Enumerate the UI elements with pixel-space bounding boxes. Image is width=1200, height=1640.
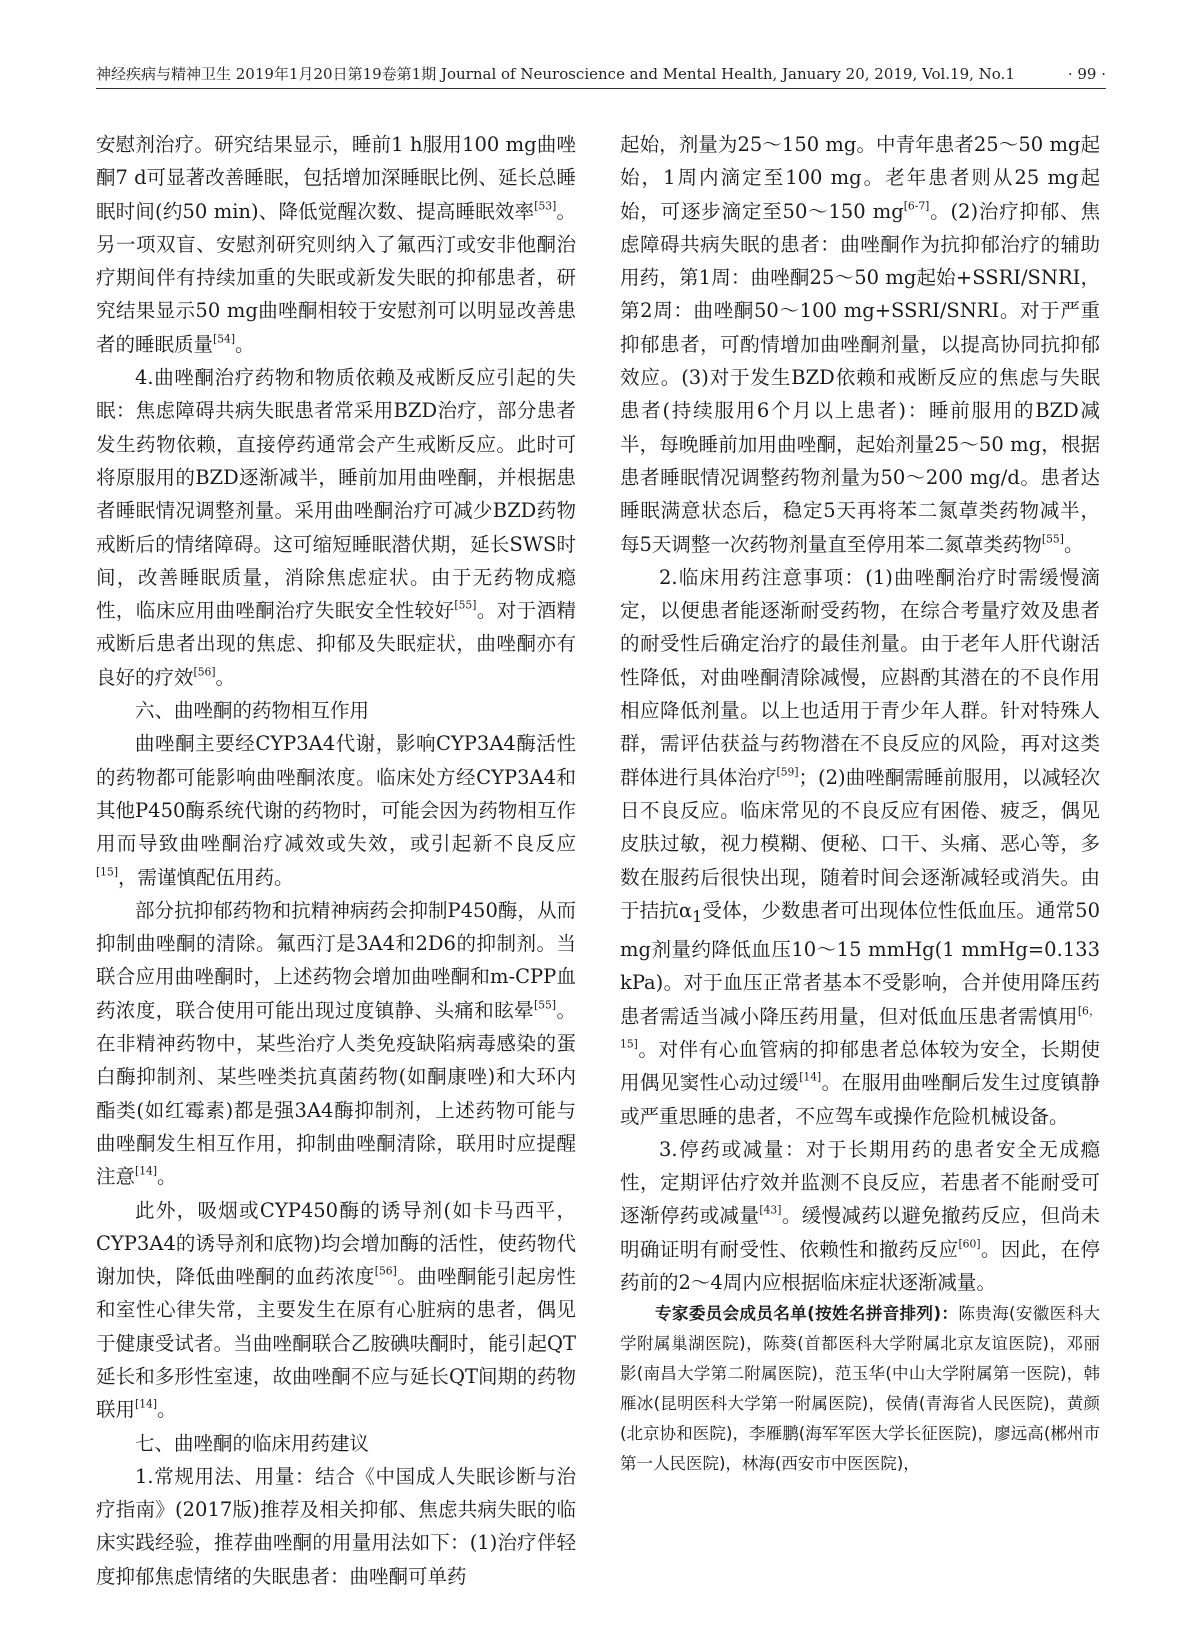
citation[interactable]: [15] [96, 864, 119, 878]
citation[interactable]: [14] [135, 1164, 158, 1178]
page-number: · 99 · [1067, 65, 1106, 83]
paragraph: 起始，剂量为25～150 mg。中青年患者25～50 mg起始，1周内滴定至100 mg。老年患者则从25 mg起始，可逐步滴定至50～150 mg[6-7]。(2)治疗抑郁、焦虑障碍共病失眠的患者：曲唑酮作为抗抑郁治疗的辅助用药，第1周：曲唑酮25～50 mg起始+SSRI/SNRI，第2周：曲唑酮50～100 mg+SSRI/SNRI。对于严重抑郁患者，可酌情增加曲唑酮剂量，以提高协同抗抑郁效应。(3)对于发生BZD依赖和戒断反应的焦虑与失眠患者(持续服用6个月以上患者)：睡前服用的BZD减半，每晚睡前加用曲唑酮，起始剂量25～50 mg，根据患者睡眠情况调整药物剂量为50～200 mg/d。患者达睡眠满意状态后，稳定5天再将苯二氮䓬类药物减半，每5天调整一次药物剂量直至停用苯二氮䓬类药物[55]。 [620, 133, 1100, 556]
citation[interactable]: [59] [776, 765, 799, 779]
expert-list-body: 陈贵海(安徽医科大学附属巢湖医院)，陈葵(首都医科大学附属北京友谊医院)，邓丽影(南昌大学第二附属医院)，范玉华(中山大学附属第一医院)，韩雁冰(昆明医科大学第一附属医院)，侯倩(青海省人民医院)，黄颜(北京协和医院)，李雁鹏(海军军医大学长征医院)，廖远高(郴州市第一人民医院)，林海(西安市中医医院)， [620, 1304, 1100, 1474]
citation[interactable]: [14] [135, 1397, 158, 1411]
section-heading: 七、曲唑酮的临床用药建议 [135, 1431, 370, 1455]
running-header [96, 62, 1106, 86]
subscript: 1 [692, 906, 703, 926]
header-rule [96, 88, 1106, 89]
citation[interactable]: [54] [213, 332, 236, 346]
citation[interactable]: [14] [799, 1070, 822, 1084]
expert-committee-list [620, 1299, 1100, 1479]
right-column [620, 128, 1100, 1479]
citation[interactable]: [53] [534, 199, 557, 213]
paragraph: 2.临床用药注意事项：(1)曲唑酮治疗时需缓慢滴定，以便患者能逐渐耐受药物，在综合考量疗效及患者的耐受性后确定治疗的最佳剂量。由于老年人肝代谢活性降低，对曲唑酮清除减慢，应斟酌其潜在的不良作用相应降低剂量。以上也适用于青少年人群。针对特殊人群，需评估获益与药物潜在不良反应的风险，再对这类群体进行具体治疗[59]；(2)曲唑酮需睡前服用，以减轻次日不良反应。临床常见的不良反应有困倦、疲乏，偶见皮肤过敏，视力模糊、便秘、口干、头痛、恶心等，多数在服药后很快出现，随着时间会逐渐减轻或消失。由于拮抗$\alpha_1$受体，少数患者可出现体位性低血压。通常50 mg剂量约降低血压10～15 mmHg(1 mmHg=0.133 kPa)。对于血压正常者基本不受影响，合并使用降压药患者需适当减小降压药用量，但对低血压患者需慎用[6，15]。对伴有心血管病的抑郁患者总体较为安全，长期使用偶见窦性心动过缓[14]。在服用曲唑酮后发生过度镇静或严重思睡的患者，不应驾车或操作危险机械设备。 [620, 565, 1100, 1128]
expert-list-label: 专家委员会成员名单(按姓名拼音排列)： [655, 1304, 959, 1324]
paragraph: 曲唑酮主要经CYP3A4代谢，影响CYP3A4酶活性的药物都可能影响曲唑酮浓度。临床处方经CYP3A4和其他P450酶系统代谢的药物时，可能会因为药物相互作用而导致曲唑酮治疗减效或失效，或引起新不良反应[15]，需谨慎配伍用药。 [96, 732, 576, 889]
section-heading: 六、曲唑酮的药物相互作用 [135, 699, 370, 723]
citation[interactable]: [55] [1041, 531, 1064, 545]
citation[interactable]: [6-7] [903, 199, 930, 213]
citation[interactable]: [56] [193, 665, 216, 679]
citation[interactable]: [56] [374, 1264, 397, 1278]
citation[interactable]: [60] [958, 1237, 981, 1251]
journal-citation: 神经疾病与精神卫生 2019年1月20日第19卷第1期 Journal of Neuroscience and Mental Health, January 20, 2019, Vol.19, No.1 [96, 65, 1015, 83]
paragraph: 部分抗抑郁药物和抗精神病药会抑制P450酶，从而抑制曲唑酮的清除。氟西汀是3A4和2D6的抑制剂。当联合应用曲唑酮时，上述药物会增加曲唑酮和m-CPP血药浓度，联合使用可能出现过度镇静、头痛和眩晕[55]。在非精神药物中，某些治疗人类免疫缺陷病毒感染的蛋白酶抑制剂、某些唑类抗真菌药物(如酮康唑)和大环内酯类(如红霉素)都是强3A4酶抑制剂，上述药物可能与曲唑酮发生相互作用，抑制曲唑酮清除，联用时应提醒注意[14]。 [96, 898, 576, 1189]
citation[interactable]: [43] [759, 1203, 782, 1217]
left-column [96, 128, 576, 1593]
paragraph: 此外，吸烟或CYP450酶的诱导剂(如卡马西平，CYP3A4的诱导剂和底物)均会增加酶的活性，使药物代谢加快，降低曲唑酮的血药浓度[56]。曲唑酮能引起房性和室性心律失常，主要发生在原有心脏病的患者，偶见于健康受试者。当曲唑酮联合乙胺碘呋酮时，能引起QT延长和多形性室速，故曲唑酮不应与延长QT间期的药物联用[14]。 [96, 1198, 576, 1422]
citation[interactable]: [6，15] [620, 1004, 1100, 1051]
paragraph: 1.常规用法、用量：结合《中国成人失眠诊断与治疗指南》(2017版)推荐及相关抑郁、焦虑共病失眠的临床实践经验，推荐曲唑酮的用量用法如下：(1)治疗伴轻度抑郁焦虑情绪的失眠患者：曲唑酮可单药 [96, 1464, 576, 1588]
paragraph: 4.曲唑酮治疗药物和物质依赖及戒断反应引起的失眠：焦虑障碍共病失眠患者常采用BZD治疗，部分患者发生药物依赖，直接停药通常会产生戒断反应。此时可将原服用的BZD逐渐减半，睡前加用曲唑酮，并根据患者睡眠情况调整剂量。采用曲唑酮治疗可减少BZD药物戒断后的情绪障碍。这可缩短睡眠潜伏期，延长SWS时间，改善睡眠质量，消除焦虑症状。由于无药物成瘾性，临床应用曲唑酮治疗失眠安全性较好[55]。对于酒精戒断后患者出现的焦虑、抑郁及失眠症状，曲唑酮亦有良好的疗效[56]。 [96, 366, 576, 689]
citation[interactable]: [55] [454, 598, 477, 612]
paragraph: 安慰剂治疗。研究结果显示，睡前1 h服用100 mg曲唑酮7 d可显著改善睡眠，包括增加深睡眠比例、延长总睡眠时间(约50 min)、降低觉醒次数、提高睡眠效率[53]。另一项双盲、安慰剂研究则纳入了氟西汀或安非他酮治疗期间伴有持续加重的失眠或新发失眠的抑郁患者，研究结果显示50 mg曲唑酮相较于安慰剂可以明显改善患者的睡眠质量[54]。 [96, 133, 576, 356]
citation[interactable]: [55] [534, 998, 557, 1012]
paragraph: 3.停药或减量：对于长期用药的患者安全无成瘾性，定期评估疗效并监测不良反应，若患者不能耐受可逐渐停药或减量[43]。缓慢减药以避免撤药反应，但尚未明确证明有耐受性、依赖性和撤药反应[60]。因此，在停药前的2～4周内应根据临床症状逐渐减量。 [620, 1137, 1100, 1294]
